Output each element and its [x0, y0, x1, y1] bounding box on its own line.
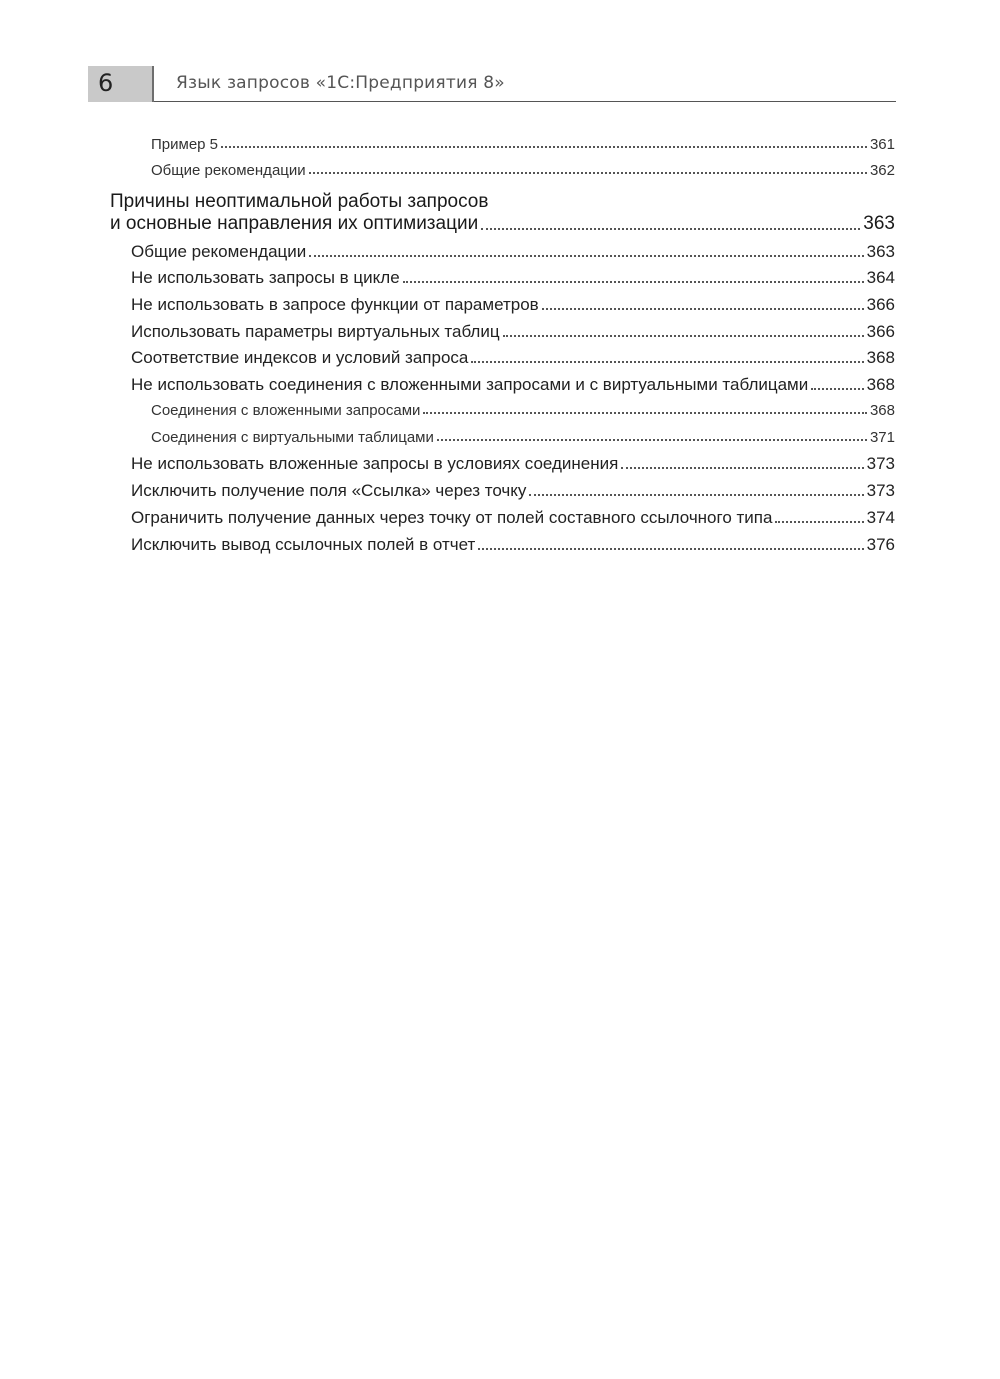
toc-leader-dots [775, 521, 863, 523]
toc-entry[interactable] [131, 322, 895, 342]
toc-leader-dots [309, 255, 863, 257]
toc-entry-label: Исключить вывод ссылочных полей в отчет [131, 535, 476, 554]
toc-entry-label: и основные направления их оптимизации [110, 213, 479, 234]
toc-entry-label: Пример 5 [151, 136, 219, 153]
toc-entry-label: Ограничить получение данных через точку от полей составного ссылочного типа [131, 508, 773, 527]
toc-leader-dots [403, 281, 864, 283]
toc-entry-page: 361 [869, 136, 895, 153]
toc-entry[interactable] [151, 136, 895, 153]
toc-entry-page: 368 [866, 375, 895, 394]
toc-entry-page: 376 [866, 535, 895, 554]
toc-leader-dots [481, 228, 860, 230]
toc-leader-dots [542, 308, 864, 310]
toc-entry-label: Соответствие индексов и условий запроса [131, 348, 469, 367]
toc-entry-page: 371 [869, 429, 895, 446]
toc-leader-dots [621, 467, 863, 469]
page-header [88, 66, 896, 102]
toc-entry-label: Не использовать запросы в цикле [131, 268, 400, 287]
toc-entry[interactable] [131, 268, 895, 288]
toc-entry-page: 364 [866, 268, 895, 287]
toc-entry-page: 363 [863, 213, 895, 234]
toc-entry[interactable] [131, 375, 895, 395]
header-rule [154, 101, 896, 102]
toc-entry[interactable] [151, 402, 895, 419]
toc-entry-page: 373 [866, 481, 895, 500]
toc-leader-dots [221, 146, 867, 148]
toc-entry-label: Соединения с вложенными запросами [151, 402, 421, 419]
toc-entry[interactable] [131, 295, 895, 315]
page-number-box [88, 66, 154, 102]
toc-entry[interactable] [131, 481, 895, 501]
toc-leader-dots [503, 335, 864, 337]
toc-entry[interactable] [131, 242, 895, 262]
toc-leader-dots [423, 412, 867, 414]
toc-entry[interactable] [151, 429, 895, 446]
toc-entry-label: Общие рекомендации [151, 162, 306, 179]
toc-entry[interactable] [131, 454, 895, 474]
toc-leader-dots [471, 361, 863, 363]
toc-entry-page: 374 [866, 508, 895, 527]
toc-entry-page: 363 [866, 242, 895, 261]
toc-entry-page: 368 [866, 348, 895, 367]
toc-entry-label: Использовать параметры виртуальных таблиц [131, 322, 500, 341]
toc-entry[interactable] [110, 213, 895, 235]
toc-entry-page: 366 [866, 322, 895, 341]
page-number: 6 [98, 69, 114, 97]
toc-leader-dots [309, 172, 867, 174]
toc-entry-page: 368 [869, 402, 895, 419]
toc-entry[interactable] [131, 508, 895, 528]
toc-entry-page: 366 [866, 295, 895, 314]
toc-section-title-line1: Причины неоптимальной работы запросов [110, 191, 489, 212]
toc-entry-label: Исключить получение поля «Ссылка» через точку [131, 481, 527, 500]
toc-entry-label: Не использовать в запросе функции от параметров [131, 295, 539, 314]
toc-leader-dots [478, 548, 863, 550]
toc-entry-page: 362 [869, 162, 895, 179]
toc-entry[interactable] [131, 535, 895, 555]
toc-leader-dots [529, 494, 863, 496]
toc-entry[interactable] [151, 162, 895, 179]
toc-entry-page: 373 [866, 454, 895, 473]
toc-entry-label: Соединения с виртуальными таблицами [151, 429, 434, 446]
toc-leader-dots [437, 439, 867, 441]
toc-entry-label: Не использовать соединения с вложенными запросами и с виртуальными таблицами [131, 375, 809, 394]
toc-entry[interactable] [131, 348, 895, 368]
running-title: Язык запросов «1С:Предприятия 8» [176, 73, 505, 93]
toc-entry-label: Общие рекомендации [131, 242, 307, 261]
toc-leader-dots [811, 388, 863, 390]
toc-entry-label: Не использовать вложенные запросы в условиях соединения [131, 454, 619, 473]
